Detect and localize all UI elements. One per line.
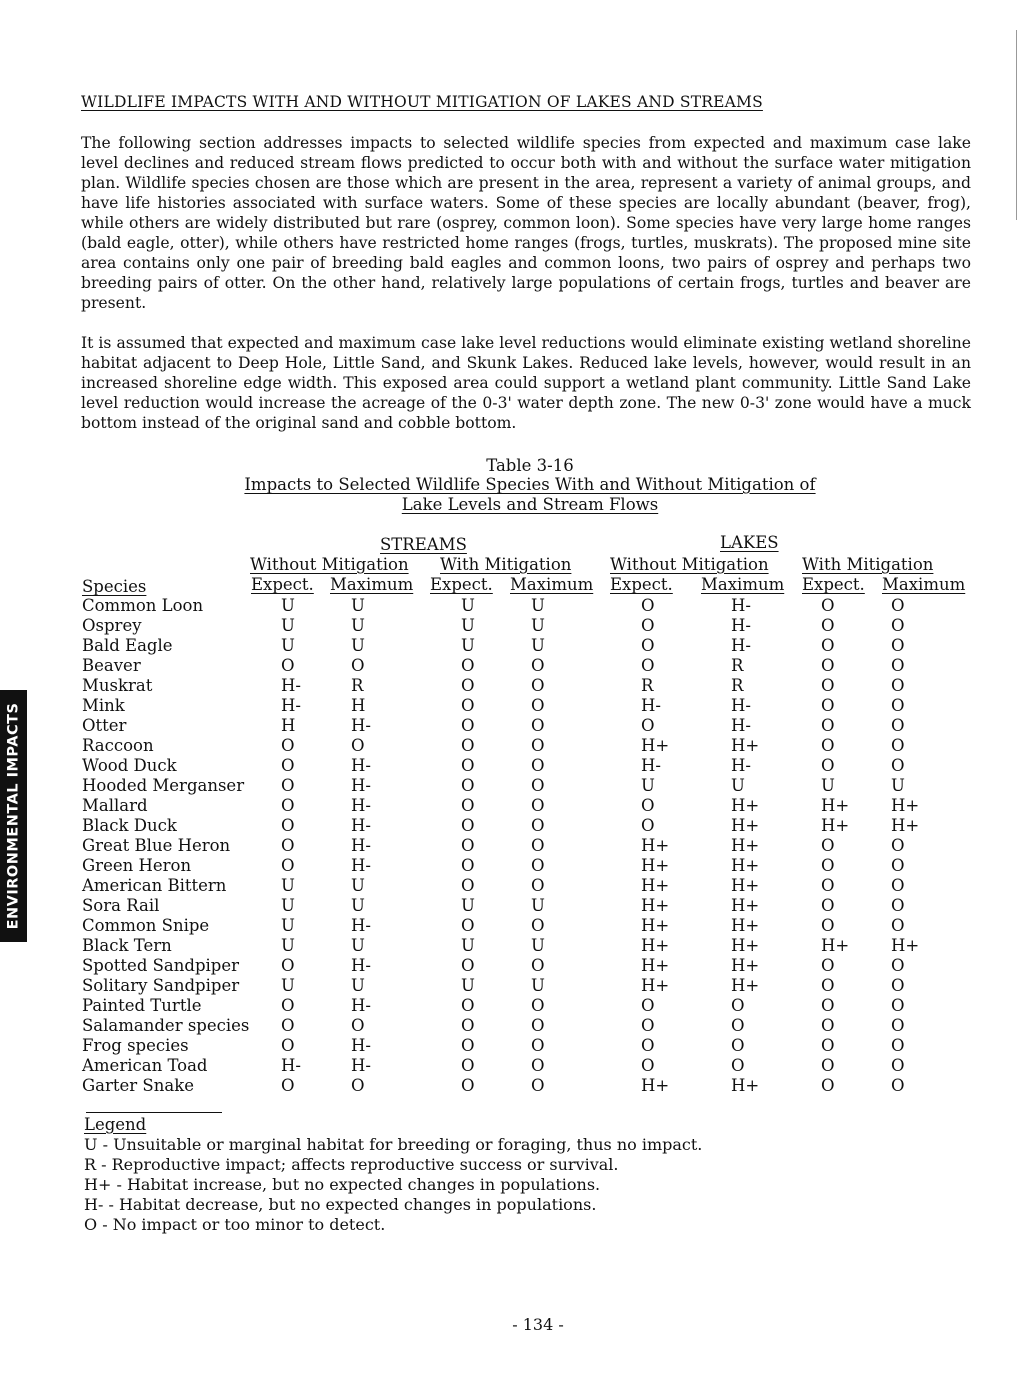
table-cell-species: Sora Rail: [82, 896, 160, 915]
table-cell-value: O: [461, 756, 475, 775]
table-cell-value: H+: [641, 736, 670, 755]
table-cell-value: R: [731, 676, 744, 695]
table-cell-value: H+: [731, 916, 760, 935]
table-cell-value: O: [641, 636, 655, 655]
table-cell-value: H-: [351, 776, 371, 795]
header-expect-4: Expect.: [802, 575, 865, 594]
table-cell-value: O: [821, 976, 835, 995]
table-cell-value: O: [281, 856, 295, 875]
table-cell-value: O: [461, 676, 475, 695]
table-number: Table 3-16: [486, 456, 574, 475]
table-cell-value: O: [821, 716, 835, 735]
table-cell-species: Common Loon: [82, 596, 204, 615]
table-cell-value: H-: [281, 676, 301, 695]
table-cell-value: O: [821, 756, 835, 775]
paragraph-intro: The following section addresses impacts to selected wildlife species from expected and maximum case lake level declines and reduced stream flows predicted to occur both with and without the surface water mitigation plan. Wildlife species chosen are those which are present in the area, represent a variety of animal groups, and have life histories associated with surface waters. Some of these species are locally abundant (beaver, frog), while others are widely distributed but rare (osprey, common loon). Some species have very large home ranges (bald eagle, otter), while others have restricted home ranges (frogs, turtles, muskrats). The proposed mine site area contains only one pair of breeding bald eagles and common loons, two pairs of osprey and perhaps two breeding pairs of otter. On the other hand, relatively large populations of certain frogs, turtles and beaver are present.: [81, 134, 971, 312]
table-cell-value: O: [891, 876, 905, 895]
table-cell-value: O: [531, 956, 545, 975]
table-cell-value: H+: [641, 956, 670, 975]
table-cell-value: H-: [351, 916, 371, 935]
table-title-line1: [0, 475, 1020, 495]
table-cell-value: O: [731, 1036, 745, 1055]
table-cell-value: O: [641, 1016, 655, 1035]
table-cell-value: O: [351, 1076, 365, 1095]
table-cell-value: H: [281, 716, 296, 735]
table-cell-value: H+: [731, 976, 760, 995]
table-cell-value: O: [461, 916, 475, 935]
table-cell-value: H+: [731, 856, 760, 875]
table-cell-value: O: [531, 996, 545, 1015]
table-cell-value: U: [281, 976, 295, 995]
table-title-text-1: Impacts to Selected Wildlife Species With and Without Mitigation of: [244, 475, 816, 494]
header-maximum-2: Maximum: [510, 575, 594, 594]
table-cell-value: O: [641, 796, 655, 815]
table-cell-value: O: [821, 916, 835, 935]
table-cell-species: Muskrat: [82, 676, 153, 695]
side-tab-label: ENVIRONMENTAL IMPACTS: [5, 702, 22, 930]
table-cell-value: O: [531, 1036, 545, 1055]
table-cell-value: U: [461, 636, 475, 655]
table-cell-value: O: [531, 1076, 545, 1095]
table-cell-value: H+: [731, 836, 760, 855]
table-cell-value: O: [281, 756, 295, 775]
table-cell-value: H-: [351, 816, 371, 835]
table-cell-value: O: [531, 816, 545, 835]
table-cell-value: O: [641, 816, 655, 835]
table-cell-value: O: [731, 1016, 745, 1035]
table-cell-species: Garter Snake: [82, 1076, 194, 1095]
table-cell-value: U: [461, 596, 475, 615]
table-cell-value: O: [821, 1016, 835, 1035]
table-cell-value: O: [281, 996, 295, 1015]
table-cell-value: U: [351, 896, 365, 915]
table-cell-value: U: [531, 936, 545, 955]
table-cell-species: Bald Eagle: [82, 636, 173, 655]
table-cell-value: O: [891, 976, 905, 995]
table-cell-value: O: [891, 656, 905, 675]
header-maximum-1: Maximum: [330, 575, 414, 594]
table-cell-value: O: [531, 856, 545, 875]
table-cell-species: American Bittern: [82, 876, 227, 895]
table-cell-value: O: [461, 736, 475, 755]
table-cell-value: O: [531, 916, 545, 935]
table-cell-species: Black Duck: [82, 816, 177, 835]
table-cell-value: O: [461, 1016, 475, 1035]
table-cell-value: U: [891, 776, 905, 795]
table-cell-value: H+: [891, 936, 920, 955]
table-cell-value: O: [891, 756, 905, 775]
table-cell-species: Great Blue Heron: [82, 836, 231, 855]
table-cell-value: O: [351, 736, 365, 755]
table-cell-value: H+: [891, 816, 920, 835]
table-cell-value: O: [531, 776, 545, 795]
legend-title: Legend: [84, 1115, 147, 1134]
table-cell-value: O: [891, 596, 905, 615]
table-cell-value: O: [461, 696, 475, 715]
table-cell-value: O: [531, 836, 545, 855]
table-cell-species: Black Tern: [82, 936, 172, 955]
table-cell-value: H+: [731, 956, 760, 975]
table-cell-value: O: [821, 996, 835, 1015]
table-cell-value: U: [281, 896, 295, 915]
table-cell-species: Beaver: [82, 656, 141, 675]
table-cell-value: O: [821, 596, 835, 615]
table-cell-value: O: [641, 656, 655, 675]
table-cell-value: R: [731, 656, 744, 675]
table-cell-value: O: [891, 736, 905, 755]
table-title-line2: [0, 495, 1020, 515]
table-cell-value: H+: [641, 896, 670, 915]
table-cell-value: H: [351, 696, 366, 715]
paragraph-assumptions: It is assumed that expected and maximum case lake level reductions would eliminate existing wetland shoreline habitat adjacent to Deep Hole, Little Sand, and Skunk Lakes. Reduced lake levels, however, would result in an increased shoreline edge width. This exposed area could support a wetland plant community. Little Sand Lake level reduction would increase the acreage of the 0-3' water depth zone. The new 0-3' zone would have a muck bottom instead of the original sand and cobble bottom.: [81, 334, 971, 432]
table-cell-species: Salamander species: [82, 1016, 250, 1035]
table-cell-value: H+: [821, 796, 850, 815]
table-cell-value: O: [891, 636, 905, 655]
table-cell-value: O: [641, 1036, 655, 1055]
table-cell-value: O: [891, 836, 905, 855]
table-cell-value: U: [351, 616, 365, 635]
table-cell-value: H+: [731, 876, 760, 895]
header-expect-2: Expect.: [430, 575, 493, 594]
table-cell-value: U: [531, 976, 545, 995]
table-cell-value: H+: [731, 1076, 760, 1095]
table-cell-value: H-: [731, 596, 751, 615]
table-cell-value: H-: [641, 696, 661, 715]
table-cell-value: H-: [351, 996, 371, 1015]
table-cell-value: O: [461, 1036, 475, 1055]
table-cell-value: O: [461, 796, 475, 815]
table-cell-value: O: [281, 656, 295, 675]
table-cell-value: H+: [731, 896, 760, 915]
table-cell-value: H+: [641, 976, 670, 995]
table-cell-value: O: [891, 1056, 905, 1075]
table-cell-value: U: [351, 976, 365, 995]
table-cell-value: O: [891, 676, 905, 695]
table-cell-value: O: [281, 1076, 295, 1095]
table-cell-value: O: [281, 1016, 295, 1035]
table-cell-species: Spotted Sandpiper: [82, 956, 240, 975]
table-cell-value: U: [281, 596, 295, 615]
table-cell-value: H-: [351, 716, 371, 735]
table-cell-value: O: [281, 776, 295, 795]
table-cell-value: H-: [351, 796, 371, 815]
table-cell-value: R: [641, 676, 654, 695]
table-cell-value: O: [461, 1056, 475, 1075]
table-cell-value: O: [891, 1036, 905, 1055]
table-cell-value: H-: [731, 636, 751, 655]
table-cell-value: H+: [731, 936, 760, 955]
table-cell-species: Common Snipe: [82, 916, 210, 935]
table-cell-species: Green Heron: [82, 856, 192, 875]
table-cell-value: H-: [731, 716, 751, 735]
table-cell-value: O: [461, 716, 475, 735]
table-cell-value: H-: [641, 756, 661, 775]
table-cell-value: O: [351, 1016, 365, 1035]
table-cell-value: H+: [891, 796, 920, 815]
table-cell-value: O: [281, 836, 295, 855]
table-cell-value: U: [531, 616, 545, 635]
table-cell-value: H+: [731, 796, 760, 815]
table-cell-value: O: [531, 736, 545, 755]
table-cell-value: O: [821, 1056, 835, 1075]
table-cell-value: U: [461, 616, 475, 635]
table-cell-value: O: [641, 596, 655, 615]
table-cell-species: Painted Turtle: [82, 996, 202, 1015]
table-cell-value: H+: [641, 856, 670, 875]
table-cell-value: U: [531, 896, 545, 915]
table-cell-value: H-: [351, 1036, 371, 1055]
table-cell-value: O: [731, 1056, 745, 1075]
table-cell-value: O: [821, 876, 835, 895]
table-cell-species: Raccoon: [82, 736, 154, 755]
header-maximum-3: Maximum: [701, 575, 785, 594]
table-cell-value: U: [821, 776, 835, 795]
table-cell-value: U: [351, 596, 365, 615]
table-cell-value: O: [351, 656, 365, 675]
table-cell-value: O: [821, 956, 835, 975]
table-cell-value: U: [281, 936, 295, 955]
table-cell-value: H-: [731, 616, 751, 635]
table-cell-value: O: [461, 816, 475, 835]
table-cell-value: O: [821, 836, 835, 855]
legend-item-o: O - No impact or too minor to detect.: [84, 1215, 386, 1234]
table-cell-value: O: [891, 916, 905, 935]
table-cell-value: O: [821, 636, 835, 655]
legend-item-u: U - Unsuitable or marginal habitat for breeding or foraging, thus no impact.: [84, 1135, 703, 1154]
table-cell-value: O: [891, 856, 905, 875]
legend-item-h-plus: H+ - Habitat increase, but no expected changes in populations.: [84, 1175, 601, 1194]
table-cell-value: U: [461, 936, 475, 955]
table-cell-value: O: [461, 996, 475, 1015]
table-cell-value: O: [821, 896, 835, 915]
table-cell-value: O: [891, 1016, 905, 1035]
table-cell-value: O: [281, 1036, 295, 1055]
table-cell-value: H-: [351, 956, 371, 975]
table-cell-value: O: [461, 836, 475, 855]
table-cell-value: O: [531, 696, 545, 715]
section-heading: WILDLIFE IMPACTS WITH AND WITHOUT MITIGATION OF LAKES AND STREAMS: [81, 93, 763, 111]
table-cell-value: H-: [351, 856, 371, 875]
table-cell-value: H-: [731, 696, 751, 715]
table-cell-value: O: [731, 996, 745, 1015]
table-cell-value: H+: [641, 936, 670, 955]
table-cell-value: U: [461, 976, 475, 995]
header-streams-with: With Mitigation: [440, 555, 572, 574]
table-cell-value: O: [281, 956, 295, 975]
header-species: Species: [82, 577, 147, 596]
header-expect-3: Expect.: [610, 575, 673, 594]
table-cell-value: U: [531, 636, 545, 655]
legend-divider: [86, 1112, 222, 1113]
table-cell-value: H+: [641, 916, 670, 935]
header-group-streams: STREAMS: [380, 535, 467, 554]
table-cell-species: Otter: [82, 716, 127, 735]
table-cell-value: O: [531, 656, 545, 675]
table-cell-value: O: [531, 716, 545, 735]
table-cell-value: O: [531, 1016, 545, 1035]
table-cell-value: O: [641, 616, 655, 635]
table-cell-species: Hooded Merganser: [82, 776, 245, 795]
table-cell-value: H-: [351, 836, 371, 855]
table-cell-value: O: [281, 816, 295, 835]
table-cell-value: U: [641, 776, 655, 795]
table-cell-value: O: [461, 856, 475, 875]
table-cell-value: H+: [731, 736, 760, 755]
table-cell-value: H-: [281, 1056, 301, 1075]
table-cell-value: H+: [641, 1076, 670, 1095]
table-cell-value: H+: [641, 836, 670, 855]
table-cell-value: O: [461, 876, 475, 895]
table-title-text-2: Lake Levels and Stream Flows: [401, 495, 659, 514]
table-cell-value: U: [731, 776, 745, 795]
table-cell-value: H-: [351, 1056, 371, 1075]
table-cell-value: U: [351, 636, 365, 655]
legend-item-r: R - Reproductive impact; affects reproductive success or survival.: [84, 1155, 619, 1174]
table-cell-value: O: [891, 696, 905, 715]
table-cell-value: U: [461, 896, 475, 915]
table-cell-species: Mallard: [82, 796, 148, 815]
table-cell-species: Frog species: [82, 1036, 189, 1055]
table-cell-value: O: [461, 656, 475, 675]
table-cell-value: U: [351, 936, 365, 955]
table-cell-value: O: [821, 676, 835, 695]
table-cell-value: O: [891, 1076, 905, 1095]
table-cell-value: O: [821, 696, 835, 715]
table-cell-value: U: [351, 876, 365, 895]
table-cell-species: Solitary Sandpiper: [82, 976, 240, 995]
table-cell-species: American Toad: [82, 1056, 208, 1075]
table-cell-value: O: [891, 716, 905, 735]
table-cell-value: O: [821, 736, 835, 755]
table-cell-species: Osprey: [82, 616, 142, 635]
table-cell-value: O: [641, 716, 655, 735]
table-cell-value: U: [281, 636, 295, 655]
table-cell-value: O: [281, 736, 295, 755]
table-cell-value: O: [821, 1036, 835, 1055]
table-cell-value: U: [281, 916, 295, 935]
legend-item-h-minus: H- - Habitat decrease, but no expected changes in populations.: [84, 1195, 597, 1214]
table-cell-species: Wood Duck: [82, 756, 177, 775]
table-cell-value: O: [461, 1076, 475, 1095]
page-edge-line: [1016, 30, 1017, 220]
header-lakes-with: With Mitigation: [802, 555, 934, 574]
table-cell-value: H-: [731, 756, 751, 775]
table-cell-value: O: [531, 1056, 545, 1075]
table-cell-value: R: [351, 676, 364, 695]
table-cell-value: U: [531, 596, 545, 615]
table-cell-value: U: [281, 616, 295, 635]
table-cell-species: Mink: [82, 696, 125, 715]
header-streams-without: Without Mitigation: [250, 555, 409, 574]
header-lakes-without: Without Mitigation: [610, 555, 769, 574]
side-section-tab: [0, 690, 27, 942]
table-cell-value: U: [281, 876, 295, 895]
table-cell-value: O: [641, 996, 655, 1015]
table-cell-value: O: [461, 776, 475, 795]
page-number: - 134 -: [512, 1315, 564, 1334]
table-cell-value: O: [531, 676, 545, 695]
table-cell-value: O: [531, 756, 545, 775]
table-cell-value: O: [641, 1056, 655, 1075]
table-cell-value: O: [461, 956, 475, 975]
table-cell-value: H-: [351, 756, 371, 775]
table-cell-value: O: [531, 796, 545, 815]
table-cell-value: O: [531, 876, 545, 895]
table-cell-value: O: [891, 616, 905, 635]
table-cell-value: O: [821, 616, 835, 635]
table-cell-value: H+: [821, 816, 850, 835]
table-cell-value: O: [821, 656, 835, 675]
table-cell-value: H+: [731, 816, 760, 835]
table-cell-value: H+: [641, 876, 670, 895]
header-maximum-4: Maximum: [882, 575, 966, 594]
table-cell-value: O: [891, 896, 905, 915]
table-cell-value: O: [891, 996, 905, 1015]
header-expect-1: Expect.: [251, 575, 314, 594]
header-group-lakes: LAKES: [720, 533, 779, 552]
table-cell-value: H-: [281, 696, 301, 715]
table-cell-value: O: [281, 796, 295, 815]
table-cell-value: O: [821, 1076, 835, 1095]
table-cell-value: H+: [821, 936, 850, 955]
table-cell-value: O: [821, 856, 835, 875]
table-cell-value: O: [891, 956, 905, 975]
